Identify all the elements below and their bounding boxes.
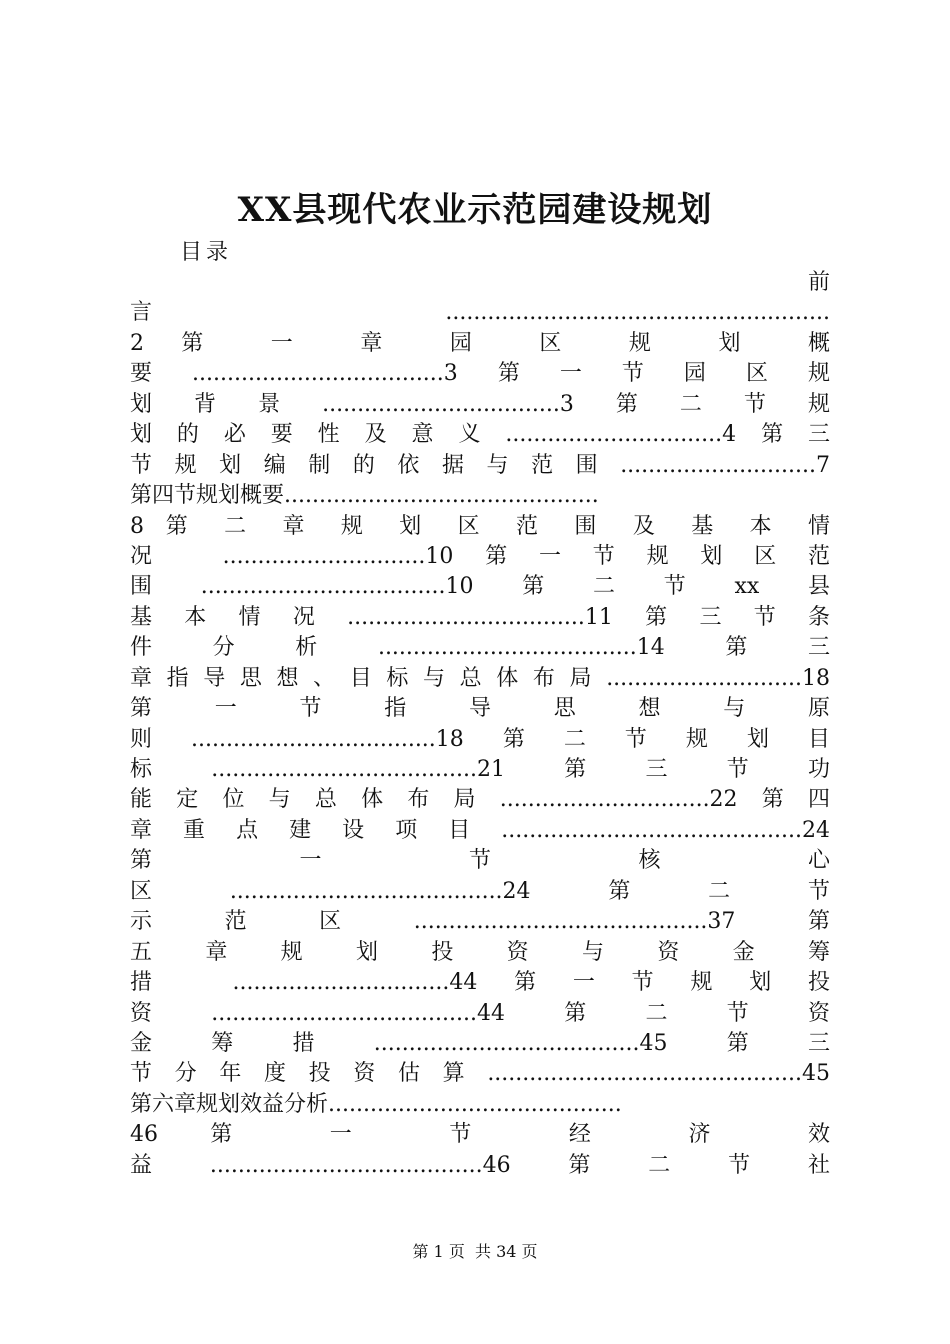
toc-line: 基本情况..................................11第三节条: [130, 604, 830, 630]
toc-line: 前: [807, 270, 830, 295]
toc-line: 件分析.....................................14第三: [130, 635, 830, 661]
toc-line: 围...................................10第二节xx县: [130, 574, 830, 600]
toc-line: 8 第 二 章 规 划 区 范 围 及 基 本 情: [130, 513, 830, 539]
toc-line: 划的必要性及意义...............................4第三: [130, 422, 830, 448]
toc-line: 则...................................18第二节规划目: [130, 726, 830, 752]
toc-line: 区.......................................24第二节: [130, 878, 830, 904]
toc-line: 况 .............................10第一节规划区范: [130, 543, 830, 569]
toc-line: 2 第 一 章 园 区 规 划 概: [130, 330, 830, 356]
toc-line: 资......................................44第二节资: [130, 1000, 830, 1026]
toc-line: 标......................................21第三节功: [130, 757, 830, 782]
toc-line: 第 一 节 指 导 思 想 与 原: [130, 696, 830, 722]
toc-line: 言.......................................................: [130, 300, 830, 326]
toc-line: 金筹措......................................45第三: [130, 1030, 830, 1056]
toc-line: 节分年度投资估算.............................................45: [130, 1061, 830, 1087]
document-title: XX县现代农业示范园建设规划: [237, 190, 713, 230]
toc-line: 能定位与总体布局..............................22第四: [130, 787, 830, 813]
toc-line: 示范区..........................................37第: [130, 909, 830, 935]
toc-line: 五 章 规 划 投 资 与 资 金 筹: [130, 939, 830, 965]
toc-heading: 目录: [180, 240, 233, 265]
page-footer: 第 1 页 共 34 页: [412, 1242, 538, 1261]
toc-line: 46 第 一 节 经 济 效: [130, 1122, 830, 1148]
toc-line: 章重点建设项目...........................................24: [130, 817, 830, 843]
toc-line: 第六章规划效益分析..........................................: [130, 1091, 622, 1117]
table-of-contents: [130, 268, 830, 1181]
toc-line: 措 ...............................44第一节规划投: [130, 970, 830, 996]
toc-line: 章指导思想、目标与总体布局............................18: [130, 665, 830, 691]
toc-line: 第四节规划概要.............................................: [130, 483, 599, 509]
toc-line: 划背景..................................3第二节规: [130, 391, 830, 417]
toc-line: 要....................................3第一节园区规: [130, 361, 830, 387]
toc-line: 益.......................................46第二节社: [130, 1152, 830, 1178]
toc-line: 节规划编制的依据与范围............................7: [130, 452, 830, 478]
toc-line: 第 一 节 核 心: [130, 848, 830, 874]
